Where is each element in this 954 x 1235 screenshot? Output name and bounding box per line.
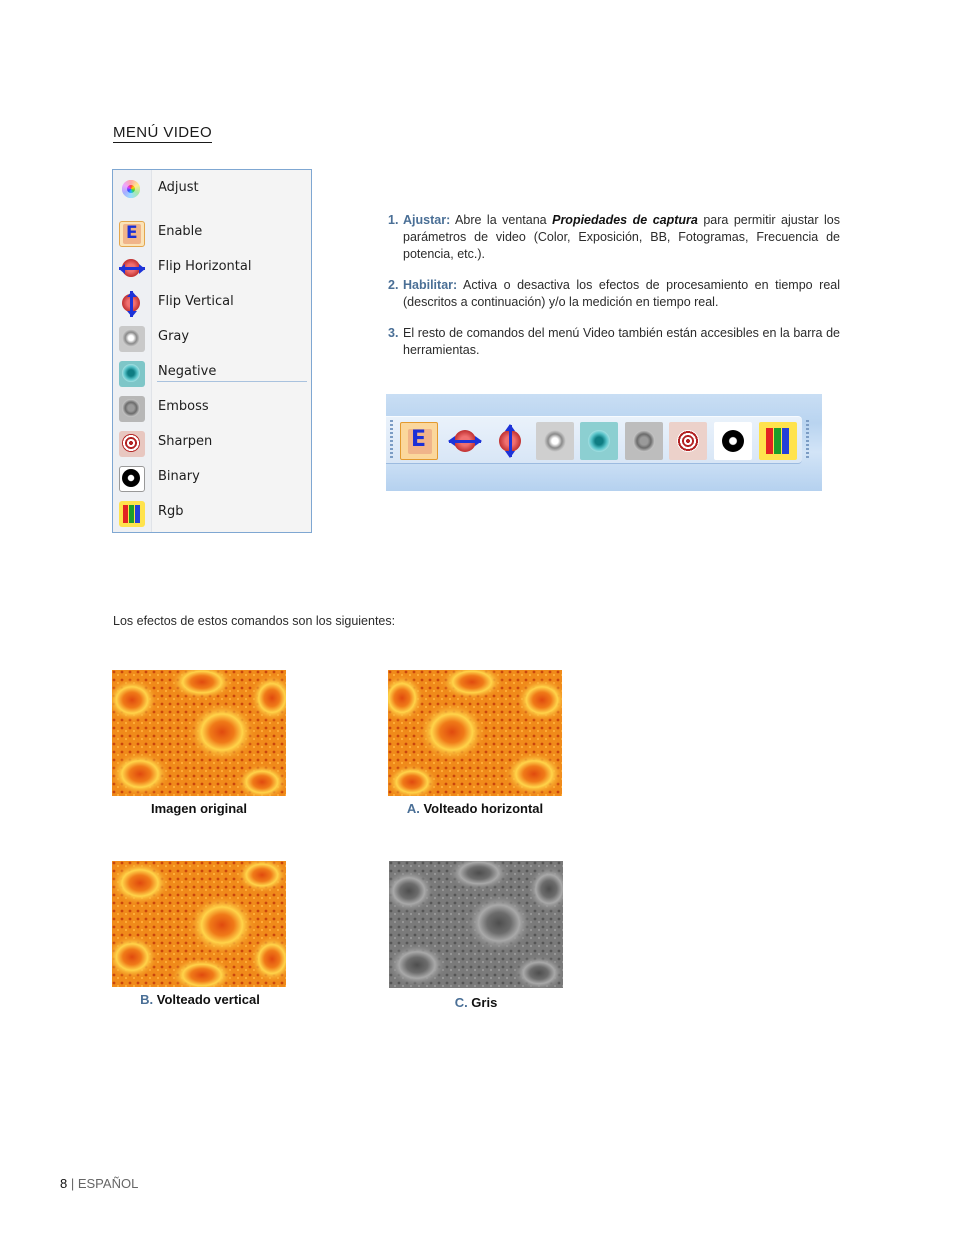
caption-flip-horizontal bbox=[372, 801, 578, 816]
menu-item-binary[interactable] bbox=[113, 462, 311, 494]
sharpen-icon bbox=[119, 431, 145, 457]
list-term: Habilitar: bbox=[403, 278, 458, 292]
caption-text: Gris bbox=[467, 995, 498, 1010]
color-wheel-icon bbox=[119, 177, 145, 203]
page-number: 8 bbox=[60, 1176, 68, 1191]
menu-item-rgb[interactable] bbox=[113, 497, 311, 529]
list-item-enable bbox=[388, 277, 840, 311]
emboss-icon bbox=[119, 396, 145, 422]
negative-icon bbox=[119, 361, 145, 387]
emboss-icon bbox=[633, 430, 655, 452]
photo-original bbox=[112, 670, 286, 796]
menu-item-label: Rgb bbox=[158, 504, 184, 519]
menu-item-label: Binary bbox=[158, 469, 200, 484]
list-item-toolbar bbox=[388, 325, 840, 359]
menu-item-enable[interactable] bbox=[113, 217, 311, 249]
negative-icon bbox=[588, 430, 610, 452]
footer-separator: | bbox=[67, 1176, 78, 1191]
section-title: MENÚ VIDEO bbox=[113, 124, 213, 141]
toolbar-emboss-button[interactable] bbox=[625, 422, 663, 460]
list-emphasis: Propiedades de captura bbox=[552, 213, 698, 227]
binary-icon bbox=[119, 466, 145, 492]
sharpen-icon bbox=[677, 430, 699, 452]
enable-e-icon: E bbox=[119, 221, 145, 247]
caption-letter: A. bbox=[406, 801, 420, 816]
photo-flip-vertical bbox=[112, 861, 286, 987]
binary-icon bbox=[722, 430, 744, 452]
menu-item-emboss[interactable] bbox=[113, 392, 311, 424]
menu-item-label: Flip Vertical bbox=[158, 294, 234, 309]
menu-item-label: Enable bbox=[158, 224, 203, 239]
toolbar-rgb-button[interactable] bbox=[759, 422, 797, 460]
flip-horizontal-icon bbox=[119, 256, 145, 282]
caption-text: Imagen original bbox=[150, 801, 248, 816]
menu-item-negative[interactable] bbox=[113, 357, 311, 389]
toolbar-enable-button[interactable]: E bbox=[400, 422, 438, 460]
toolbar-flip-vertical-button[interactable] bbox=[491, 422, 529, 460]
list-term: Ajustar: bbox=[403, 213, 451, 227]
caption-letter: C. bbox=[454, 995, 468, 1010]
menu-item-label: Negative bbox=[158, 364, 217, 379]
list-text: para permitir ajustar los parámetros de video (Color, Exposición, BB, Fotogramas, Frecuencia de potencia, etc.). bbox=[403, 213, 840, 261]
menu-item-sharpen[interactable] bbox=[113, 427, 311, 459]
intro-text: Los efectos de estos comandos son los siguientes: bbox=[113, 614, 396, 628]
list-text: El resto de comandos del menú Video también están accesibles en la barra de herramientas. bbox=[403, 326, 840, 357]
menu-item-label: Flip Horizontal bbox=[158, 259, 252, 274]
list-number: 3. bbox=[388, 326, 399, 340]
caption-original bbox=[112, 801, 286, 816]
photo-flip-horizontal bbox=[388, 670, 562, 796]
footer-language: ESPAÑOL bbox=[77, 1176, 139, 1191]
caption-text: Volteado horizontal bbox=[419, 801, 544, 816]
photo-gray bbox=[389, 861, 563, 988]
toolbar-binary-button[interactable] bbox=[714, 422, 752, 460]
caption-text: Volteado vertical bbox=[153, 992, 260, 1007]
caption-flip-vertical bbox=[100, 992, 300, 1007]
toolbar-grip-end[interactable] bbox=[806, 420, 809, 460]
menu-item-label: Gray bbox=[158, 329, 190, 344]
page-footer bbox=[60, 1176, 138, 1191]
toolbar-negative-button[interactable] bbox=[580, 422, 618, 460]
gray-icon bbox=[544, 430, 566, 452]
list-text: Activa o desactiva los efectos de procesamiento en tiempo real (descritos a continuación) y/o la medición en tiempo real. bbox=[403, 278, 840, 309]
video-menu bbox=[112, 169, 312, 533]
menu-item-flip-horizontal[interactable] bbox=[113, 252, 311, 284]
gray-icon bbox=[119, 326, 145, 352]
rgb-icon bbox=[119, 501, 145, 527]
caption-gray bbox=[389, 995, 563, 1010]
toolbar-gray-button[interactable] bbox=[536, 422, 574, 460]
video-toolbar bbox=[386, 394, 822, 491]
menu-item-gray[interactable] bbox=[113, 322, 311, 354]
toolbar-grip[interactable] bbox=[390, 420, 393, 460]
list-item-adjust bbox=[388, 212, 840, 263]
menu-item-flip-vertical[interactable] bbox=[113, 287, 311, 319]
toolbar-sharpen-button[interactable] bbox=[669, 422, 707, 460]
list-number: 2. bbox=[388, 278, 399, 292]
command-list bbox=[388, 212, 840, 373]
caption-letter: B. bbox=[140, 992, 154, 1007]
menu-item-adjust[interactable] bbox=[113, 173, 311, 205]
list-text: Abre la ventana bbox=[450, 213, 553, 227]
flip-vertical-icon bbox=[119, 291, 145, 317]
menu-item-label: Emboss bbox=[158, 399, 209, 414]
toolbar-flip-horizontal-button[interactable] bbox=[446, 422, 484, 460]
list-number: 1. bbox=[388, 213, 399, 227]
menu-item-label: Adjust bbox=[158, 180, 199, 195]
menu-item-label: Sharpen bbox=[158, 434, 213, 449]
